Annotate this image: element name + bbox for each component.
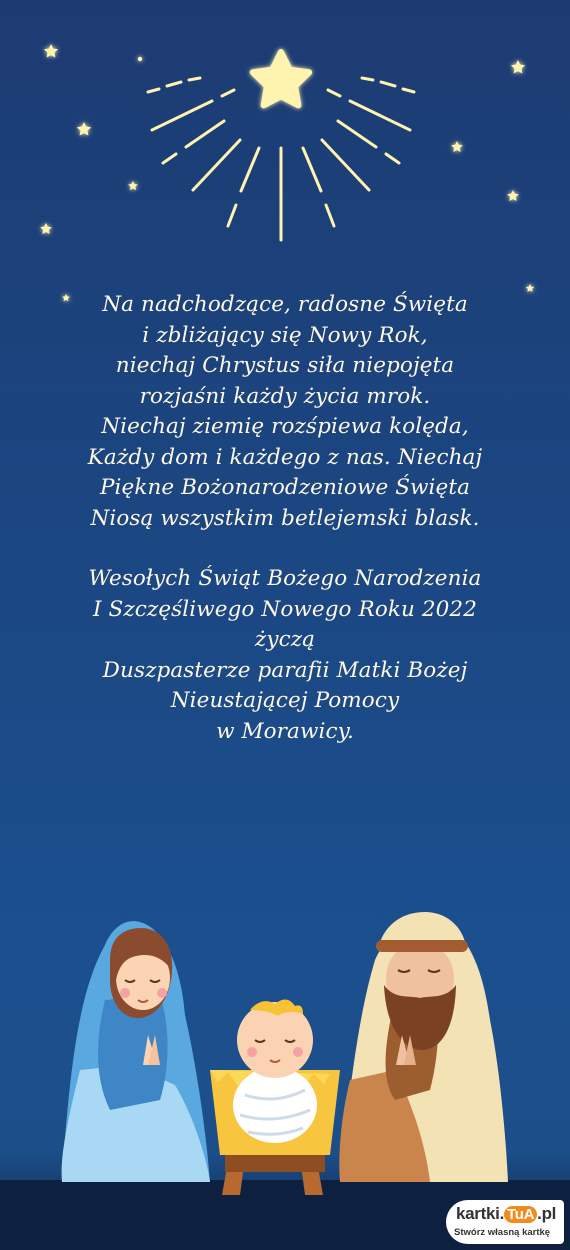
logo-slogan: Stwórz własną kartkę xyxy=(454,1227,551,1238)
poem-line: Niechaj ziemię rozśpiewa kolęda, xyxy=(101,414,469,439)
greeting-line: I Szczęśliwego Nowego Roku 2022 xyxy=(92,596,477,622)
poem-line: i zbliżający się Nowy Rok, xyxy=(142,322,428,348)
poem-line: Piękne Bożonarodzeniowe Święta xyxy=(99,475,471,500)
logo-brand-end: .pl xyxy=(537,1204,557,1223)
greeting-line: Wesołych Świąt Bożego Narodzenia xyxy=(88,566,482,591)
poem-line: Na nadchodzące, radosne Święta xyxy=(102,292,468,317)
greeting-line: w Morawicy. xyxy=(216,718,354,744)
logo-brand xyxy=(456,1204,556,1224)
baby-jesus-figure xyxy=(210,999,340,1195)
greeting-line: Duszpasterze parafii Matki Bożej xyxy=(102,657,468,683)
poem-line: Każdy dom i każdego z nas. Niechaj xyxy=(87,444,483,470)
joseph-figure xyxy=(339,912,508,1182)
mary-figure xyxy=(62,921,210,1182)
logo-brand-mid: TuA xyxy=(504,1206,537,1223)
poem-line: niechaj Chrystus siła niepojęta xyxy=(115,353,455,378)
greeting-line: Nieustającej Pomocy xyxy=(170,688,400,713)
kartki-tua-logo[interactable] xyxy=(446,1200,564,1244)
poem-line: rozjaśni każdy życia mrok. xyxy=(139,383,431,409)
greeting-line: życzą xyxy=(254,627,316,652)
poem-line: Niosą wszystkim betlejemski blask. xyxy=(90,505,480,531)
logo-brand-start: kartki. xyxy=(456,1204,504,1223)
